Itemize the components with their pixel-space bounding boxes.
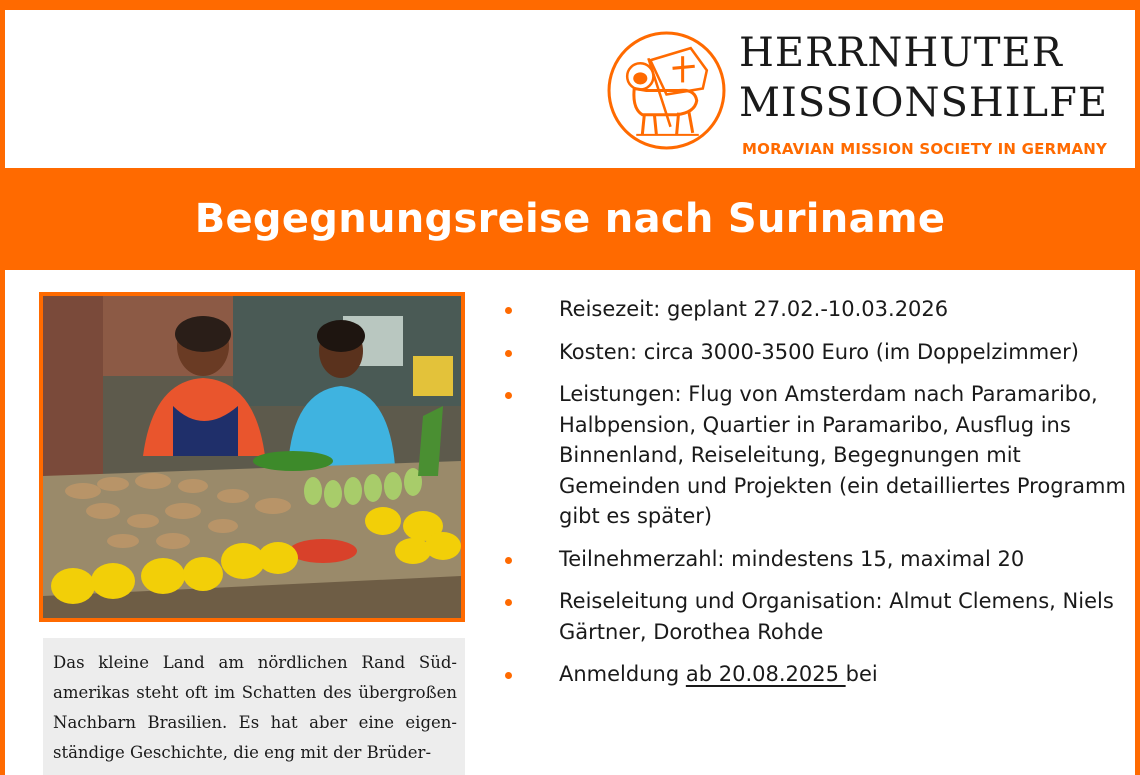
intro-text-box	[43, 638, 465, 775]
org-name-line2: MISSIONSHILFE	[739, 80, 1109, 126]
market-photo	[39, 292, 465, 622]
fact-travel-time: Reisezeit: geplant 27.02.-10.03.2026	[559, 297, 949, 321]
bullet-icon	[505, 392, 512, 399]
fact-organisation: Reiseleitung und Organisation: Almut Clemens, Niels Gärtner, Dorothea Rohde	[559, 589, 1114, 644]
list-item	[497, 544, 1127, 575]
list-item	[497, 337, 1127, 368]
list-item	[497, 586, 1127, 647]
bullet-icon	[505, 672, 512, 679]
org-name-line1: HERRNHUTER	[739, 30, 1063, 76]
bullet-icon	[505, 557, 512, 564]
lamb-with-flag-icon	[606, 30, 727, 151]
bullet-icon	[505, 350, 512, 357]
fact-registration-prefix: Anmeldung	[559, 662, 686, 686]
fact-services: Leistungen: Flug von Amsterdam nach Paramaribo, Halbpension, Quartier in Paramaribo, Ausflug ins Binnenland, Reiseleitung, Begegnungen mit Gemeinden und Projekten (ein detailliertes Programm gibt es später)	[559, 382, 1126, 528]
intro-paragraph: Das kleine Land am nördlichen Rand Süd-amerikas steht oft im Schatten des übergroßen Nachbarn Brasilien. Es hat aber eine eigen-ständige Geschichte, die eng mit der Brüder-	[53, 653, 457, 762]
fact-costs: Kosten: circa 3000-3500 Euro (im Doppelzimmer)	[559, 339, 1079, 364]
org-subtitle: MORAVIAN MISSION SOCIETY IN GERMANY	[742, 140, 1108, 158]
fact-registration-date: ab 20.08.2025	[685, 662, 846, 686]
list-item	[497, 294, 1127, 325]
bullet-icon	[505, 599, 512, 606]
title-banner	[0, 168, 1140, 270]
main-content	[5, 270, 1135, 775]
list-item	[497, 379, 1127, 532]
fact-registration-suffix: bei	[845, 662, 878, 686]
bullet-icon	[505, 307, 512, 314]
fact-participants: Teilnehmerzahl: mindestens 15, maximal 20	[559, 546, 1025, 571]
trip-facts-list	[497, 294, 1127, 702]
header	[5, 10, 1135, 168]
page-title: Begegnungsreise nach Suriname	[194, 196, 946, 242]
list-item	[497, 659, 1127, 690]
